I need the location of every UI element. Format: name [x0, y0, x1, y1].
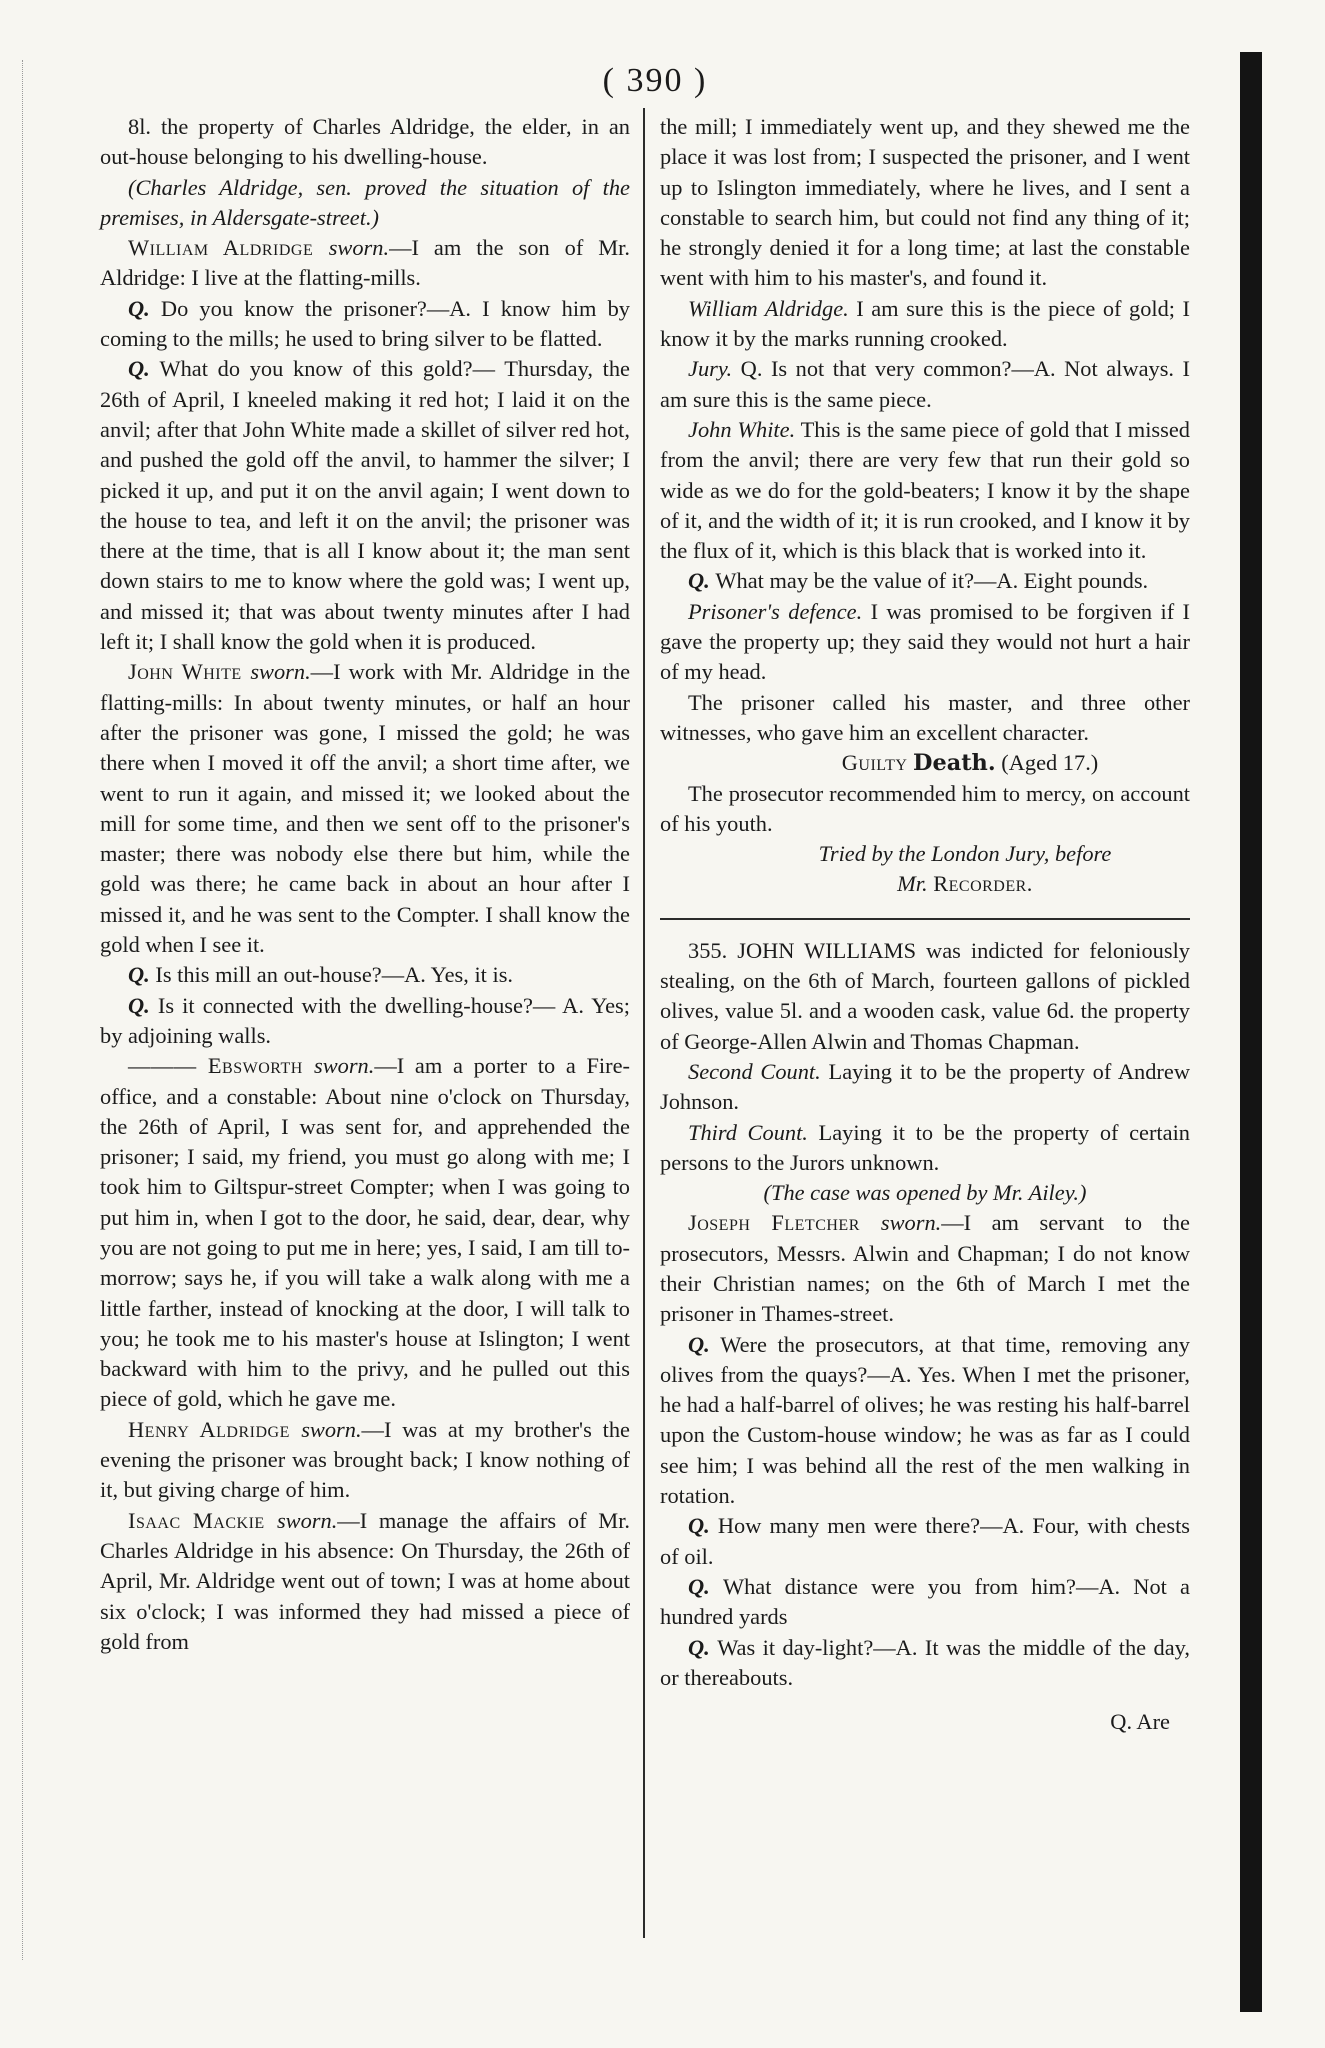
paragraph-text: 355. JOHN WILLIAMS was indicted for feloniously stealing, on the 6th of March, fourteen gallons of pickled olives, value 5l. and a wooden cask, value 6d. the property of George-Allen Alwin and Thomas Chapman.: [660, 937, 1190, 1054]
tried-before-prefix: Mr.: [897, 871, 928, 897]
paragraph-text: —I am a porter to a Fire-office, and a constable: About nine o'clock on Thursday, the 26th of April, I was sent for, and apprehended the prisoner; I said, my friend, you must go along with me; I took him to Giltspur-street Compter; when I was going to put him in, when I got to the door, he said, dear, dear, why you are not going to put me in here; yes, I said, I am till to-morrow; says he, if you will take a walk along with me a little farther, instead of knocking at the door, I will talk to you; he took me to his master's house at Islington; I went backward with him to the privy, and he pulled out this piece of gold, which he gave me.: [100, 1053, 630, 1412]
paragraph: [660, 1178, 1190, 1208]
paragraph-text: 8l. the property of Charles Aldridge, the elder, in an out-house belonging to his dwelling-house.: [100, 114, 630, 170]
catchword: Q. Are: [1110, 1709, 1170, 1735]
question-mark: Q.: [688, 1331, 721, 1357]
tried-before-name: Recorder.: [933, 871, 1033, 897]
paragraph: [660, 1511, 1190, 1572]
paragraph-text: This is the same piece of gold that I missed from the anvil; there are very few that run their gold so wide as we do for the gold-beaters; I know it by the shape of it, and the width of it; it is run crooked, and I know it by the flux of it, which is this black that is worked into it.: [660, 416, 1190, 564]
paragraph-text: Do you know the prisoner?—A. I know him by coming to the mills; he used to bring silver to be flatted.: [100, 295, 630, 352]
paragraph: [660, 1633, 1190, 1694]
paragraph: [100, 1415, 630, 1506]
paragraph-text: —I am servant to the prosecutors, Messrs. Alwin and Chapman; I do not know their Christian names; on the 6th of March I met the prisoner in Thames-street.: [660, 1210, 1190, 1327]
paragraph: [100, 1051, 630, 1415]
witness-name: ——— Ebsworth: [128, 1053, 314, 1079]
paragraph-text: Is this mill an out-house?—A. Yes, it is.: [155, 962, 514, 988]
speaker-label: John White.: [688, 416, 796, 442]
paragraph: [660, 1057, 1190, 1118]
paragraph-text: How many men were there?—A. Four, with chests of oil.: [660, 1513, 1190, 1569]
paragraph: [660, 1330, 1190, 1512]
paragraph-text: Were the prosecutors, at that time, removing any olives from the quays?—A. Yes. When I met the prisoner, he had a half-barrel of olives; he was resting his half-barrel upon the Custom-house window; he was as far as I could see him; I was behind all the rest of the men walking in rotation.: [660, 1331, 1190, 1509]
question-mark: Q.: [688, 1513, 718, 1539]
speaker-label: Third Count.: [688, 1119, 808, 1145]
witness-name: Isaac Mackie: [128, 1507, 277, 1533]
paragraph-text: Is it connected with the dwelling-house?— A. Yes; by adjoining walls.: [100, 992, 630, 1048]
recommendation: The prosecutor recommended him to mercy, on account of his youth.: [660, 780, 1190, 836]
paragraph-text: The prisoner called his master, and three other witnesses, who gave him an excellent character.: [660, 689, 1190, 745]
column-rule: [643, 108, 645, 1938]
paragraph: [660, 112, 1190, 294]
paragraph: [660, 1118, 1190, 1179]
oath-label: sworn.: [250, 659, 311, 685]
paragraph-text: What do you know of this gold?— Thursday, the 26th of April, I kneeled making it red hot; I laid it on the anvil; after that John White made a skillet of silver red hot, and pushed the gold off the anvil, to hammer the silver; I picked it up, and put it on the anvil again; I went down to the house to tea, and left it on the anvil; the prisoner was there at the time, that is all I know about it; the man sent down stairs to me to know where the gold was; I went up, and missed it; that was about twenty minutes after I had left it; I shall know the gold when it is produced.: [100, 356, 630, 655]
paragraph: [100, 233, 630, 294]
case-355: [660, 936, 1190, 1693]
paragraph-text: —I was at my brother's the evening the prisoner was brought back; I know nothing of it, but giving charge of him.: [100, 1416, 630, 1503]
right-column-testimony: [660, 112, 1190, 748]
paragraph: [660, 688, 1190, 749]
paragraph: [660, 1572, 1190, 1633]
paragraph-text: Laying it to be the property of certain persons to the Jurors unknown.: [660, 1119, 1190, 1175]
paragraph-text: What distance were you from him?—A. Not a hundred yards: [660, 1573, 1190, 1630]
question-mark: Q.: [128, 295, 161, 321]
question-mark: Q.: [128, 356, 160, 382]
scan-edge-bar: [1240, 52, 1262, 2012]
paragraph-text: Laying it to be the property of Andrew Johnson.: [660, 1058, 1190, 1115]
left-column: [100, 112, 630, 1657]
right-column: [660, 112, 1190, 1737]
speaker-label: William Aldridge.: [688, 295, 849, 321]
tried-before: [660, 869, 1190, 899]
paragraph-text: —I work with Mr. Aldridge in the flatting-mills: In about twenty minutes, or half an hour after the prisoner was gone, I missed the gold; he was there when I moved it off the anvil; a short time after, we went to run it again, and missed it; we looked about the mill for some time, and then we sent off to the prisoner's master; there was nobody else there but him, while the gold was there; he came back in about an hour after I missed it, and he was sent to the Compter. I shall know the gold when I see it.: [100, 659, 631, 958]
question-mark: Q.: [128, 962, 156, 988]
speaker-label: Prisoner's defence.: [688, 598, 863, 624]
paragraph-text: Q. Is not that very common?—A. Not always. I am sure this is the same piece.: [660, 356, 1190, 412]
verdict-line: [660, 748, 1190, 778]
paragraph-text: the mill; I immediately went up, and they shewed me the place it was lost from; I suspected the prisoner, and I went up to Islington immediately, where he lives, and I sent a constable to search him, but could not find any thing of it; he strongly denied it for a long time; at last the constable went with him to his master's, and found it.: [660, 114, 1190, 291]
paragraph: [100, 1506, 630, 1657]
paragraph: [100, 354, 630, 657]
witness-name: Henry Aldridge: [128, 1416, 302, 1442]
question-mark: Q.: [128, 992, 158, 1018]
verdict-age: (Aged 17.): [1001, 750, 1099, 776]
tried-line: Tried by the London Jury, before: [818, 841, 1112, 867]
witness-name: William Aldridge: [128, 235, 329, 261]
question-mark: Q.: [688, 568, 716, 594]
oath-label: sworn.: [276, 1507, 338, 1533]
speaker-label: Second Count.: [688, 1058, 821, 1084]
paragraph: [100, 657, 630, 960]
paragraph: [660, 566, 1190, 596]
oath-label: sworn.: [301, 1416, 362, 1442]
paragraph: [100, 294, 630, 355]
page-number: ( 390 ): [602, 62, 708, 99]
paragraph: [100, 112, 630, 173]
oath-label: sworn.: [328, 235, 390, 261]
question-mark: Q.: [688, 1573, 723, 1599]
paragraph-text: What may be the value of it?—A. Eight pounds.: [715, 568, 1149, 594]
paragraph-text: (The case was opened by Mr. Ailey.): [763, 1180, 1087, 1206]
verdict-guilty: Guilty: [841, 750, 908, 776]
paragraph-text: —I am the son of Mr. Aldridge: I live at the flatting-mills.: [100, 235, 630, 291]
question-mark: Q.: [688, 1634, 718, 1660]
witness-name: John White: [128, 659, 251, 685]
paragraph: [100, 173, 630, 234]
paragraph: [660, 936, 1190, 1057]
case-separator: [660, 918, 1190, 920]
paragraph-text: (Charles Aldridge, sen. proved the situation of the premises, in Aldersgate-street.): [100, 174, 630, 230]
paragraph: [100, 960, 630, 990]
witness-name: Joseph Fletcher: [688, 1210, 881, 1236]
paragraph-text: —I manage the affairs of Mr. Charles Aldridge in his absence: On Thursday, the 26th of April, Mr. Aldridge went out of town; I was at home about six o'clock; I was informed they had missed a piece of gold from: [100, 1507, 631, 1654]
oath-label: sworn.: [314, 1053, 375, 1079]
verdict-death: Death.: [913, 750, 996, 777]
paragraph-text: I was promised to be forgiven if I gave the property up; they said they would not hurt a hair of my head.: [660, 598, 1190, 685]
paragraph: [100, 991, 630, 1052]
paragraph: [660, 597, 1190, 688]
paragraph-text: I am sure this is the piece of gold; I know it by the marks running crooked.: [660, 295, 1190, 352]
oath-label: sworn.: [880, 1210, 942, 1236]
paragraph: [660, 415, 1190, 566]
speaker-label: Jury.: [688, 356, 733, 382]
paragraph: [660, 1208, 1190, 1329]
paragraph-text: Was it day-light?—A. It was the middle of the day, or thereabouts.: [660, 1634, 1190, 1690]
paragraph: [660, 354, 1190, 415]
scan-edge-marks: [22, 60, 41, 1960]
paragraph: [660, 294, 1190, 355]
